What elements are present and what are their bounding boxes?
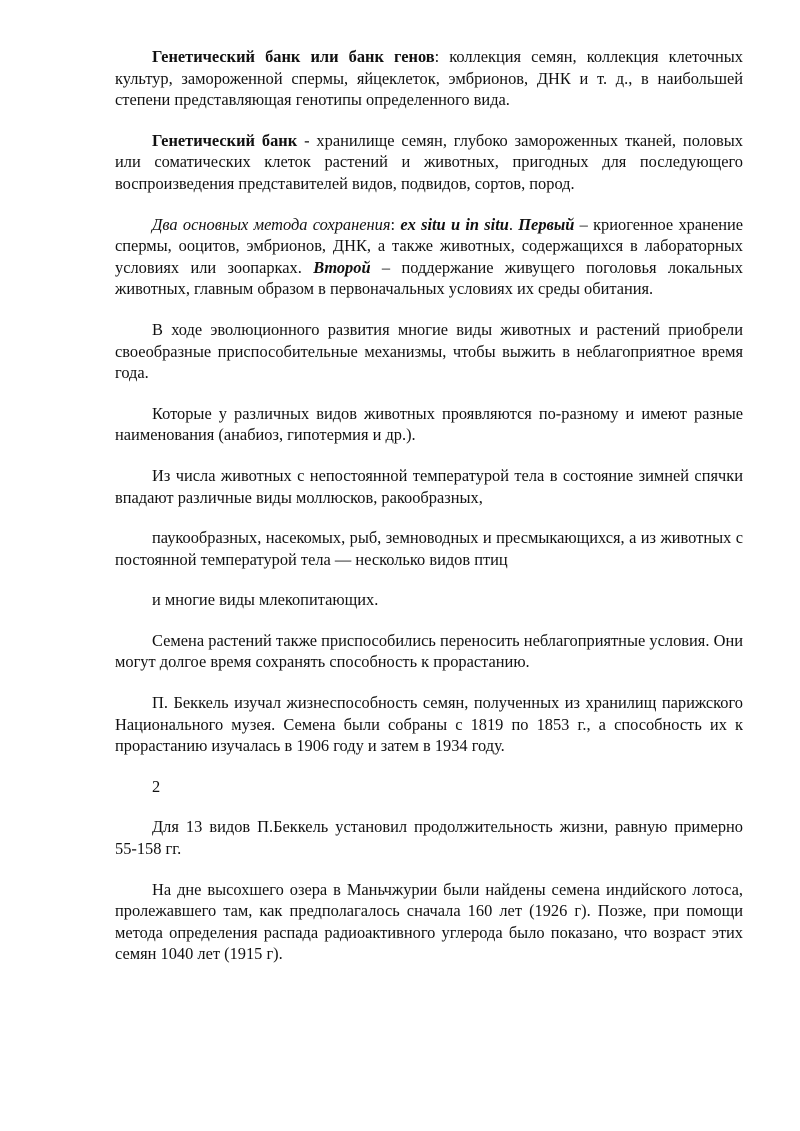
- text-span: и многие виды млекопитающих.: [152, 590, 379, 610]
- text-span: Для 13 видов П.Беккель установил продолжительность жизни, равную примерно 55-158 гг.: [115, 817, 743, 859]
- text-span: Из числа животных с непостоянной температурой тела в состояние зимней спячки впадают различные виды моллюсков, ракообразных,: [115, 465, 743, 507]
- paragraph-conservation-methods: [115, 214, 743, 300]
- paragraph-mammals: [115, 589, 743, 611]
- text-span: В ходе эволюционного развития многие виды животных и растений приобрели своеобразные приспособительные механизмы, чтобы выжить в неблагоприятное время года.: [115, 319, 743, 383]
- paragraph-gene-bank-definition: [115, 46, 743, 111]
- term-gene-bank-2: Генетический банк: [152, 130, 298, 150]
- text-span: паукообразных, насекомых, рыб, земноводных и пресмыкающихся, а из животных с постоянной температурой тела — несколько видов птиц: [115, 528, 743, 569]
- text-span: П. Беккель изучал жизнеспособность семян, полученных из хранилищ парижского Национального музея. Семена были собраны с 1819 по 1853 г., а способность их к прорастанию изучалась в 1906 году и затем в 1934 году.: [115, 693, 743, 756]
- document-body: [115, 46, 743, 965]
- term-gene-bank: Генетический банк или банк генов: [152, 47, 435, 66]
- text-span: .: [508, 214, 519, 234]
- methods-heading: Два основных метода сохранения: [152, 214, 391, 234]
- paragraph-hibernation-2: [115, 527, 743, 570]
- term-ex-in-situ: ex situ и in situ: [400, 214, 509, 234]
- page-number: [115, 776, 743, 798]
- text-span: Семена растений также приспособились переносить неблагоприятные условия. Они могут долгое время сохранять способность к прорастанию.: [115, 630, 743, 672]
- text-span: : коллекция семян, коллекция клеточных культур, замороженной спермы, яйцеклеток, эмбрионов, ДНК и т. д., в наибольшей степени представляющая генотипы определенного вида.: [115, 47, 743, 110]
- paragraph-beckel-study: [115, 692, 743, 757]
- text-span: – криогенное хранение спермы, ооцитов, эмбрионов, ДНК, а также животных, содержащихся в лабораторных условиях или зоопарках.: [115, 214, 744, 277]
- paragraph-seeds: [115, 630, 743, 673]
- text-span: - хранилище семян, глубоко замороженных тканей, половых или соматических клеток растений и животных, пригодных для последующего воспроизведения представителей видов, подвидов, сортов, пород.: [115, 130, 743, 193]
- paragraph-hibernation-1: [115, 465, 743, 508]
- paragraph-lotus-seeds: [115, 879, 743, 965]
- text-span: :: [390, 214, 401, 234]
- text-span: – поддержание живущего поголовья локальных животных, главным образом в первоначальных условиях их среды обитания.: [115, 257, 744, 299]
- paragraph-names: [115, 403, 743, 446]
- term-second: Второй: [313, 257, 371, 277]
- paragraph-evolution: [115, 319, 743, 384]
- page-number-value: 2: [152, 776, 161, 796]
- term-first: Первый: [518, 214, 575, 234]
- text-span: Которые у различных видов животных проявляются по-разному и имеют разные наименования (анабиоз, гипотермия и др.).: [115, 403, 743, 445]
- paragraph-beckel-lifespan: [115, 816, 743, 859]
- text-span: На дне высохшего озера в Маньчжурии были найдены семена индийского лотоса, пролежавшего там, как предполагалось сначала 160 лет (1926 г). Позже, при помощи метода определения распада радиоактивного углерода было показано, что возраст этих семян 1040 лет (1915 г).: [115, 879, 743, 964]
- paragraph-gene-bank-storage: [115, 130, 743, 195]
